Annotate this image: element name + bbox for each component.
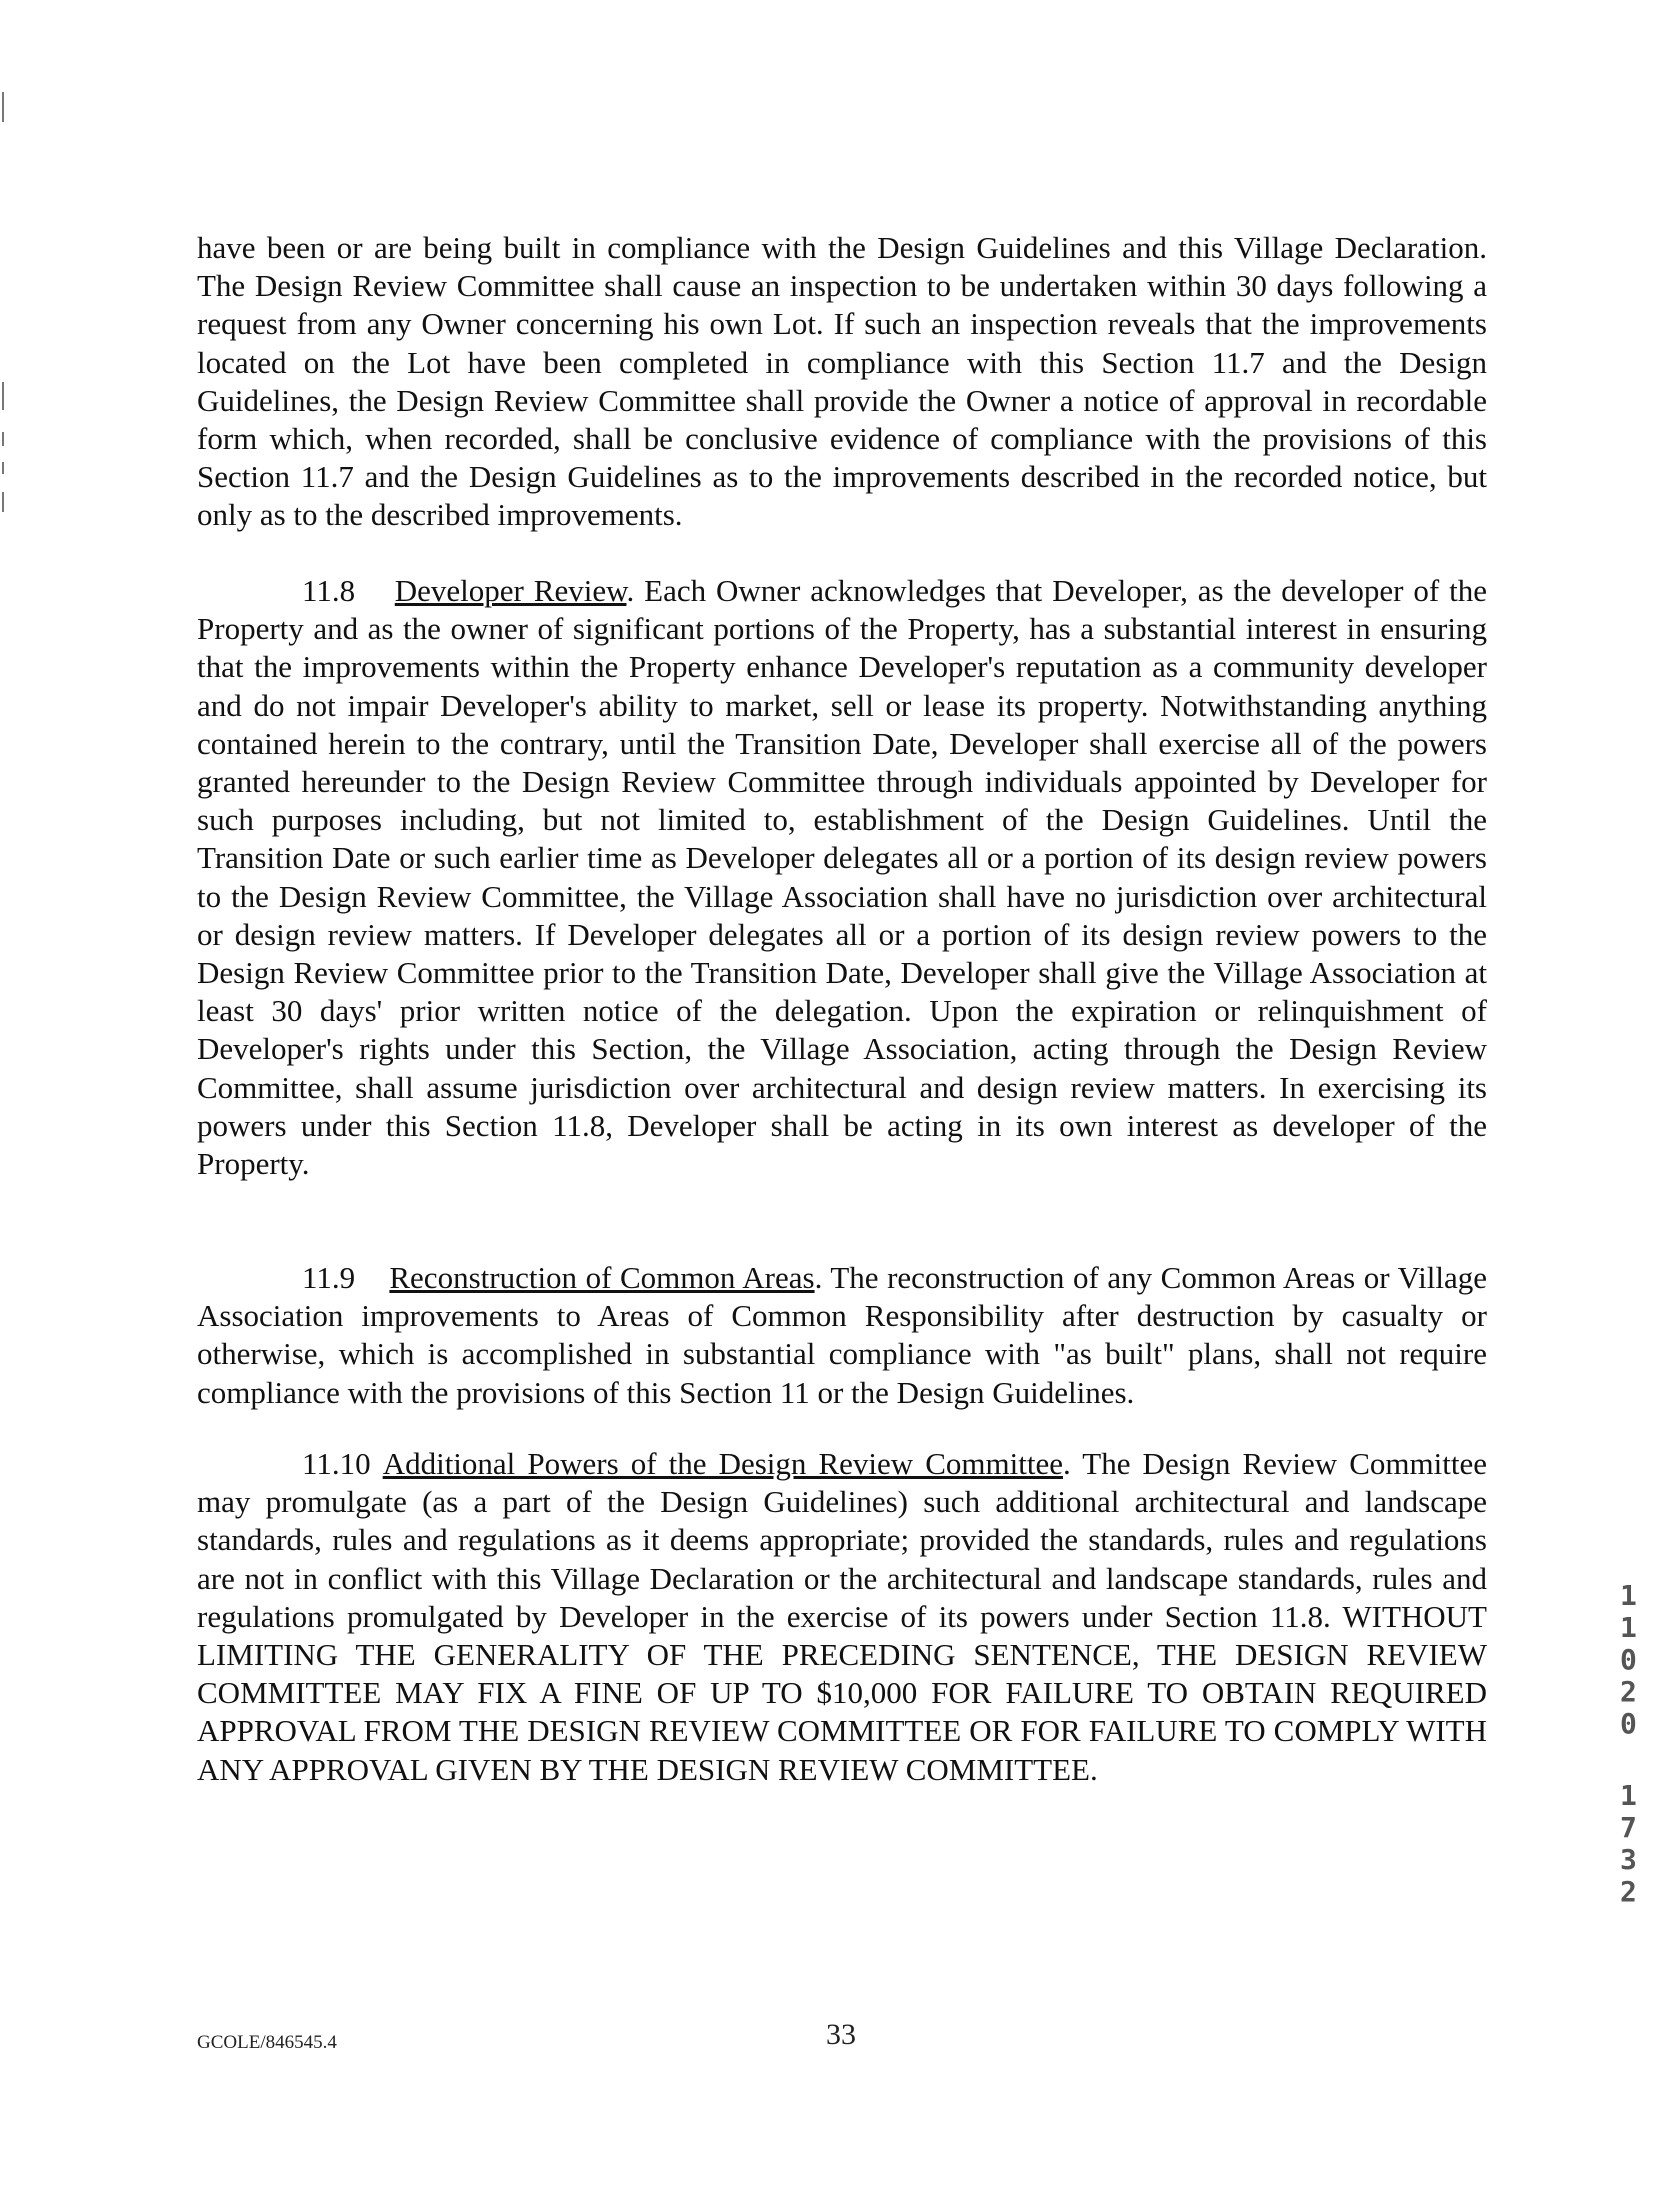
section-body: . Each Owner acknowledges that Developer, as the developer of the Property and as the owner of significant portions of the Property, has a substantial interest in ensuring that the improvements within the Property enhance Developer's reputation as a community developer and do not impair Developer's ability to market, sell or lease its property. Notwithstanding anything contained herein to the contrary, until the Transition Date, Developer shall exercise all of the powers granted hereunder to the Design Review Committee through individuals appointed by Developer for such purposes including, but not limited to, establishment of the Design Guidelines. Until the Transition Date or such earlier time as Developer delegates all or a portion of its design review powers to the Design Review Committee, the Village Association shall have no jurisdiction over architectural or design review matters. If Developer delegates all or a portion of its design review powers to the Design Review Committee prior to the Transition Date, Developer shall give the Village Association at least 30 days' prior written notice of the delegation. Upon the expiration or relinquishment of Developer's rights under this Section, the Village Association, acting through the Design Review Committee, shall assume jurisdiction over architectural and design review matters. In exercising its powers under this Section 11.8, Developer shall be acting in its own interest as developer of the Property.: [197, 573, 1487, 1182]
margin-mark: [2, 432, 4, 446]
recording-digit: 1: [1620, 1579, 1637, 1612]
paragraph-text: have been or are being built in compliance with the Design Guidelines and this Village Declaration. The Design Review Committee shall cause an inspection to be undertaken within 30 days following a request from any Owner concerning his own Lot. If such an inspection reveals that the improvements located on the Lot have been completed in compliance with this Section 11.7 and the Design Guidelines, the Design Review Committee shall provide the Owner a notice of approval in recordable form which, when recorded, shall be conclusive evidence of compliance with the provisions of this Section 11.7 and the Design Guidelines as to the improvements described in the recorded notice, but only as to the described improvements.: [197, 230, 1487, 533]
recording-digit: 3: [1620, 1843, 1637, 1876]
recording-digit: 1: [1620, 1611, 1637, 1644]
section-number: 11.10: [302, 1446, 371, 1481]
recording-digit: 7: [1620, 1811, 1637, 1844]
margin-mark: [2, 462, 4, 474]
section-11-8: [197, 572, 1487, 1183]
recording-digit: 0: [1620, 1707, 1637, 1740]
document-id: GCOLE/846545.4: [197, 2032, 337, 2053]
section-number: 11.9: [302, 1260, 356, 1295]
margin-mark: [2, 92, 4, 122]
margin-mark: [2, 492, 4, 512]
section-paragraph: [197, 1445, 1487, 1789]
recording-digit: 1: [1620, 1779, 1637, 1812]
section-11-9: [197, 1259, 1487, 1412]
page-number: 33: [826, 2018, 856, 2051]
recording-digit: 2: [1620, 1675, 1637, 1708]
paragraph-continuation: [197, 229, 1487, 535]
section-11-10: [197, 1445, 1487, 1789]
recording-digit: 0: [1620, 1643, 1637, 1676]
section-title: Additional Powers of the Design Review Committee: [382, 1446, 1064, 1481]
margin-mark: [2, 382, 4, 410]
section-title: Developer Review: [394, 573, 627, 608]
section-paragraph: [197, 1259, 1487, 1412]
section-body: . The reconstruction of any Common Areas or Village Association improvements to Areas of Common Responsibility after destruction by casualty or otherwise, which is accomplished in substantial compliance with "as built" plans, shall not require compliance with the provisions of this Section 11 or the Design Guidelines.: [197, 1260, 1487, 1410]
section-title: Reconstruction of Common Areas: [389, 1260, 815, 1295]
recording-number: [1620, 1580, 1637, 1908]
section-body: . The Design Review Committee may promulgate (as a part of the Design Guidelines) such additional architectural and landscape standards, rules and regulations as it deems appropriate; provided the standards, rules and regulations are not in conflict with this Village Declaration or the architectural and landscape standards, rules and regulations promulgated by Developer in the exercise of its powers under Section 11.8.: [197, 1446, 1487, 1634]
section-number: 11.8: [302, 573, 356, 608]
recording-digit: 2: [1620, 1875, 1637, 1908]
section-caps-text: WITHOUT LIMITING THE GENERALITY OF THE PRECEDING SENTENCE, THE DESIGN REVIEW COMMITTEE MAY FIX A FINE OF UP TO $10,000 FOR FAILURE TO OBTAIN REQUIRED APPROVAL FROM THE DESIGN REVIEW COMMITTEE OR FOR FAILURE TO COMPLY WITH ANY APPROVAL GIVEN BY THE DESIGN REVIEW COMMITTEE.: [197, 1598, 1487, 1787]
section-paragraph: [197, 572, 1487, 1183]
